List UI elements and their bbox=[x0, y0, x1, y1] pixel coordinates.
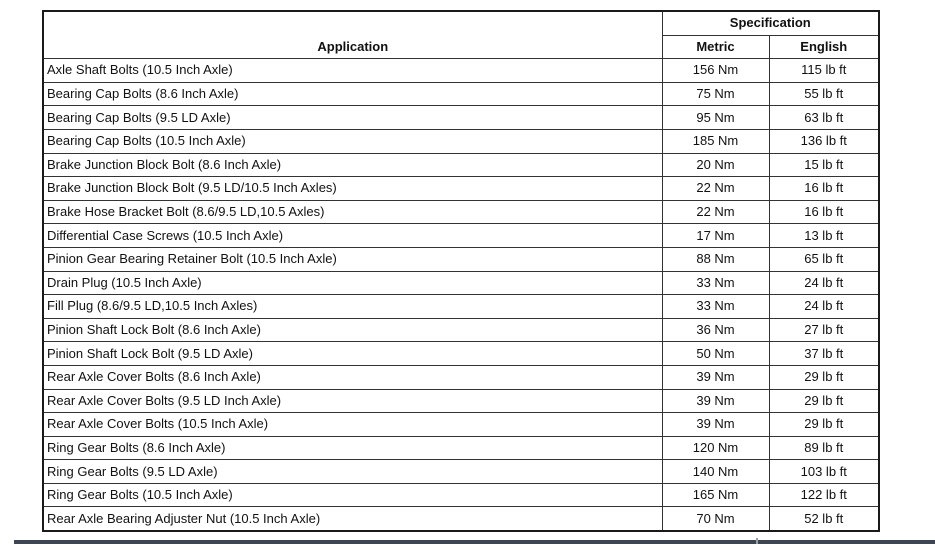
english-cell: 27 lb ft bbox=[769, 318, 879, 342]
table-row bbox=[43, 318, 879, 342]
metric-cell: 75 Nm bbox=[662, 82, 769, 106]
bottom-bar bbox=[14, 540, 935, 544]
application-cell: Brake Junction Block Bolt (8.6 Inch Axle) bbox=[43, 153, 662, 177]
application-cell: Rear Axle Bearing Adjuster Nut (10.5 Inch Axle) bbox=[43, 507, 662, 531]
english-cell: 63 lb ft bbox=[769, 106, 879, 130]
metric-cell: 22 Nm bbox=[662, 177, 769, 201]
application-cell: Brake Junction Block Bolt (9.5 LD/10.5 Inch Axles) bbox=[43, 177, 662, 201]
application-cell: Bearing Cap Bolts (9.5 LD Axle) bbox=[43, 106, 662, 130]
table-row bbox=[43, 271, 879, 295]
table-row bbox=[43, 483, 879, 507]
application-cell: Pinion Gear Bearing Retainer Bolt (10.5 Inch Axle) bbox=[43, 247, 662, 271]
table-row bbox=[43, 177, 879, 201]
header-specification: Specification bbox=[662, 11, 879, 35]
metric-cell: 39 Nm bbox=[662, 413, 769, 437]
application-cell: Brake Hose Bracket Bolt (8.6/9.5 LD,10.5 Axles) bbox=[43, 200, 662, 224]
table-row bbox=[43, 507, 879, 531]
table-row bbox=[43, 295, 879, 319]
application-cell: Pinion Shaft Lock Bolt (9.5 LD Axle) bbox=[43, 342, 662, 366]
table-row bbox=[43, 200, 879, 224]
application-cell: Fill Plug (8.6/9.5 LD,10.5 Inch Axles) bbox=[43, 295, 662, 319]
table-row bbox=[43, 436, 879, 460]
table-row bbox=[43, 153, 879, 177]
application-cell: Differential Case Screws (10.5 Inch Axle) bbox=[43, 224, 662, 248]
table-row bbox=[43, 413, 879, 437]
english-cell: 29 lb ft bbox=[769, 365, 879, 389]
metric-cell: 22 Nm bbox=[662, 200, 769, 224]
metric-cell: 185 Nm bbox=[662, 129, 769, 153]
fastener-specification-table bbox=[42, 10, 880, 532]
table-row bbox=[43, 82, 879, 106]
metric-cell: 36 Nm bbox=[662, 318, 769, 342]
application-cell: Ring Gear Bolts (9.5 LD Axle) bbox=[43, 460, 662, 484]
english-cell: 89 lb ft bbox=[769, 436, 879, 460]
header-application: Application bbox=[43, 11, 662, 59]
english-cell: 136 lb ft bbox=[769, 129, 879, 153]
table-row bbox=[43, 460, 879, 484]
english-cell: 122 lb ft bbox=[769, 483, 879, 507]
metric-cell: 120 Nm bbox=[662, 436, 769, 460]
table-row bbox=[43, 342, 879, 366]
table-row bbox=[43, 224, 879, 248]
bottom-bar-divider bbox=[756, 538, 758, 544]
table-row bbox=[43, 365, 879, 389]
english-cell: 13 lb ft bbox=[769, 224, 879, 248]
metric-cell: 88 Nm bbox=[662, 247, 769, 271]
metric-cell: 165 Nm bbox=[662, 483, 769, 507]
application-cell: Bearing Cap Bolts (10.5 Inch Axle) bbox=[43, 129, 662, 153]
metric-cell: 50 Nm bbox=[662, 342, 769, 366]
metric-cell: 33 Nm bbox=[662, 295, 769, 319]
english-cell: 29 lb ft bbox=[769, 413, 879, 437]
english-cell: 52 lb ft bbox=[769, 507, 879, 531]
english-cell: 55 lb ft bbox=[769, 82, 879, 106]
table-row bbox=[43, 389, 879, 413]
header-metric: Metric bbox=[662, 35, 769, 59]
english-cell: 24 lb ft bbox=[769, 271, 879, 295]
application-cell: Rear Axle Cover Bolts (9.5 LD Inch Axle) bbox=[43, 389, 662, 413]
application-cell: Ring Gear Bolts (8.6 Inch Axle) bbox=[43, 436, 662, 460]
metric-cell: 39 Nm bbox=[662, 389, 769, 413]
english-cell: 103 lb ft bbox=[769, 460, 879, 484]
application-cell: Ring Gear Bolts (10.5 Inch Axle) bbox=[43, 483, 662, 507]
metric-cell: 17 Nm bbox=[662, 224, 769, 248]
english-cell: 16 lb ft bbox=[769, 200, 879, 224]
english-cell: 16 lb ft bbox=[769, 177, 879, 201]
english-cell: 24 lb ft bbox=[769, 295, 879, 319]
metric-cell: 95 Nm bbox=[662, 106, 769, 130]
application-cell: Drain Plug (10.5 Inch Axle) bbox=[43, 271, 662, 295]
metric-cell: 20 Nm bbox=[662, 153, 769, 177]
english-cell: 115 lb ft bbox=[769, 59, 879, 83]
table-row bbox=[43, 106, 879, 130]
metric-cell: 70 Nm bbox=[662, 507, 769, 531]
application-cell: Rear Axle Cover Bolts (10.5 Inch Axle) bbox=[43, 413, 662, 437]
application-cell: Bearing Cap Bolts (8.6 Inch Axle) bbox=[43, 82, 662, 106]
application-cell: Axle Shaft Bolts (10.5 Inch Axle) bbox=[43, 59, 662, 83]
table-row bbox=[43, 59, 879, 83]
english-cell: 15 lb ft bbox=[769, 153, 879, 177]
table-row bbox=[43, 129, 879, 153]
metric-cell: 33 Nm bbox=[662, 271, 769, 295]
application-cell: Rear Axle Cover Bolts (8.6 Inch Axle) bbox=[43, 365, 662, 389]
metric-cell: 156 Nm bbox=[662, 59, 769, 83]
metric-cell: 39 Nm bbox=[662, 365, 769, 389]
metric-cell: 140 Nm bbox=[662, 460, 769, 484]
header-english: English bbox=[769, 35, 879, 59]
english-cell: 65 lb ft bbox=[769, 247, 879, 271]
english-cell: 37 lb ft bbox=[769, 342, 879, 366]
english-cell: 29 lb ft bbox=[769, 389, 879, 413]
application-cell: Pinion Shaft Lock Bolt (8.6 Inch Axle) bbox=[43, 318, 662, 342]
table-row bbox=[43, 247, 879, 271]
